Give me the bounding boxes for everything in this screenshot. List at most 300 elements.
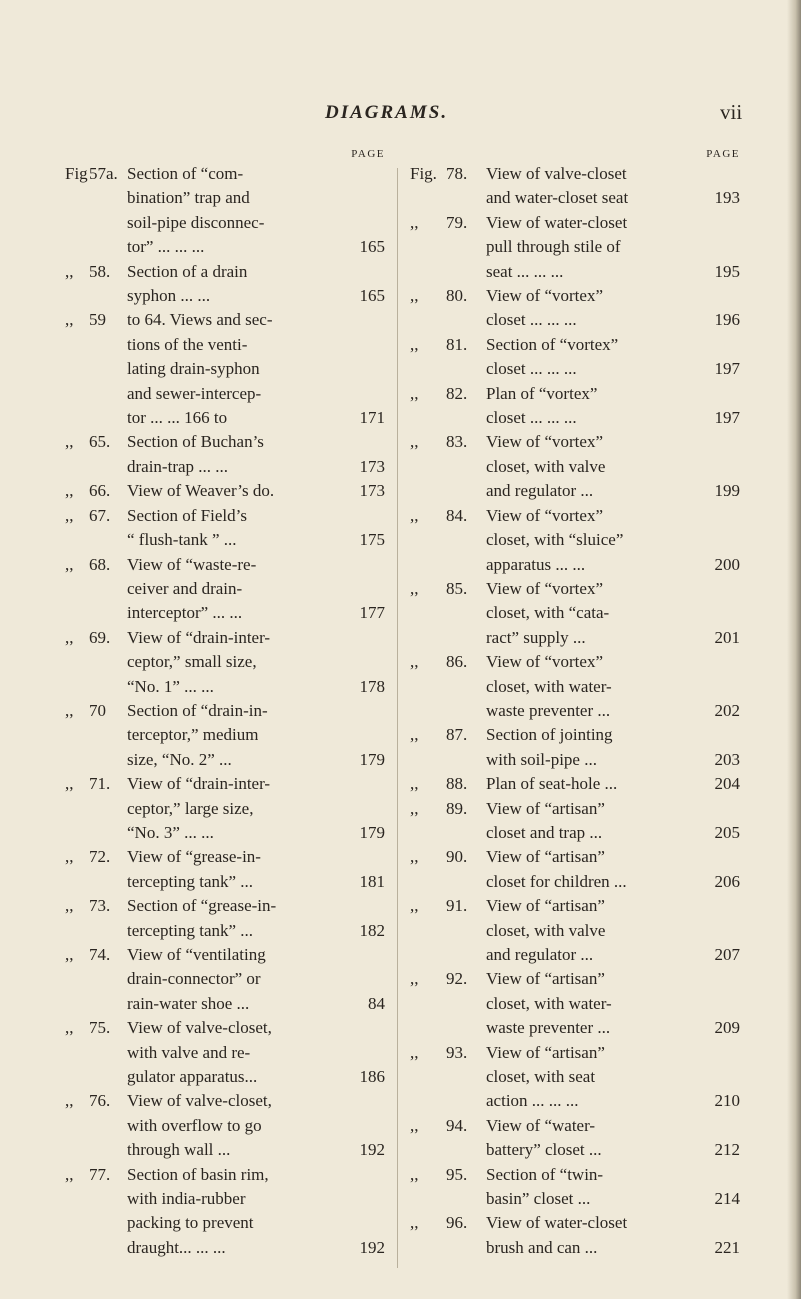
figure-entry (410, 650, 740, 723)
description-line (127, 1114, 385, 1138)
description-text: View of “artisan” (486, 798, 605, 818)
figure-number: 57a. (89, 164, 118, 183)
figure-prefix: ,, (65, 847, 74, 867)
description-text: closet, with seat (486, 1067, 596, 1087)
description-line (127, 675, 385, 699)
figure-entry (410, 504, 740, 577)
description-text: lating drain-syphon (127, 359, 260, 379)
description-line (486, 943, 740, 967)
description-text: closet, with valve (486, 456, 606, 476)
description-text: with india-rubber (127, 1189, 246, 1209)
figure-entry (410, 894, 740, 967)
page-reference: 196 (714, 310, 740, 330)
description-line (486, 992, 740, 1016)
description-line (486, 1065, 740, 1089)
figure-prefix: ,, (410, 334, 419, 354)
figure-entry (65, 553, 385, 626)
description-text: Section of basin rim, (127, 1164, 269, 1184)
description-text: View of “artisan” (486, 1042, 605, 1062)
description-text: Section of jointing (486, 725, 613, 745)
figure-entry (65, 162, 385, 260)
description-text: size, “No. 2” ... (127, 749, 232, 769)
description-line (127, 1187, 385, 1211)
figure-prefix: ,, (410, 1115, 419, 1135)
page-reference: 212 (714, 1140, 740, 1160)
figure-description (127, 162, 385, 260)
description-text: and water-closet seat (486, 188, 629, 208)
description-line (127, 797, 385, 821)
description-line (486, 430, 740, 454)
description-line (486, 1089, 740, 1113)
description-line (486, 528, 740, 552)
description-line (127, 553, 385, 577)
page-reference: 192 (359, 1237, 385, 1257)
figure-prefix: ,, (410, 774, 419, 794)
right-column (410, 146, 740, 1260)
figure-entry (65, 626, 385, 699)
figure-number: 82. (446, 383, 468, 403)
description-line (486, 577, 740, 601)
description-text: View of “vortex” (486, 286, 603, 306)
description-line (486, 333, 740, 357)
description-text: closet for children ... (486, 871, 627, 891)
figure-prefix: ,, (410, 725, 419, 745)
description-line (486, 308, 740, 332)
page-column-heading: PAGE (351, 148, 385, 160)
description-text: and regulator ... (486, 945, 594, 964)
page-reference: 202 (714, 700, 740, 720)
figure-prefix: ,, (65, 627, 74, 647)
figure-description (127, 430, 385, 479)
description-line (127, 967, 385, 991)
figure-prefix: ,, (65, 481, 74, 501)
description-line (127, 748, 385, 772)
figure-prefix: ,, (65, 505, 74, 525)
description-line (486, 967, 740, 991)
figure-prefix: Fig (65, 164, 88, 183)
page-reference: 197 (714, 359, 740, 379)
description-line (486, 479, 740, 503)
figure-entry (65, 1089, 385, 1162)
description-text: closet and trap ... (486, 822, 603, 842)
description-text: drain-connector” or (127, 969, 261, 989)
page-reference: 192 (359, 1140, 385, 1160)
figure-description (127, 894, 385, 943)
description-line (486, 235, 740, 259)
description-line (486, 1211, 740, 1235)
description-text: ceptor,” large size, (127, 798, 254, 818)
description-text: Section of Field’s (127, 505, 247, 525)
figure-number: 84. (446, 505, 468, 525)
figure-entry (65, 260, 385, 309)
figure-prefix: ,, (410, 505, 419, 525)
description-text: drain-trap ... ... (127, 456, 229, 476)
figure-entry (410, 1114, 740, 1163)
figure-prefix: ,, (410, 578, 419, 598)
figure-description (127, 1016, 385, 1089)
figure-description (486, 1211, 740, 1260)
description-text: battery” closet ... (486, 1140, 602, 1160)
page-reference: 178 (359, 676, 385, 696)
figure-prefix: ,, (65, 261, 74, 281)
description-line (486, 357, 740, 381)
figure-number: 65. (89, 432, 111, 452)
description-text: Section of “twin- (486, 1164, 604, 1184)
figure-entry (65, 479, 385, 503)
description-line (127, 186, 385, 210)
figure-description (486, 772, 740, 796)
description-line (127, 1211, 385, 1235)
description-line (486, 797, 740, 821)
figure-number: 94. (446, 1115, 468, 1135)
figure-number: 79. (446, 212, 468, 232)
description-line (127, 382, 385, 406)
figure-description (127, 772, 385, 845)
description-text: View of “artisan” (486, 969, 605, 989)
figure-description (486, 430, 740, 503)
description-text: View of “drain-inter- (127, 627, 271, 647)
description-line (127, 894, 385, 918)
figure-number: 96. (446, 1213, 468, 1233)
description-text: brush and can ... (486, 1237, 598, 1257)
description-text: View of “water- (486, 1115, 596, 1135)
description-text: closet ... ... ... (486, 359, 577, 379)
figure-prefix: Fig. (410, 164, 437, 183)
description-line (486, 1138, 740, 1162)
description-line (486, 1163, 740, 1187)
figure-number: 58. (89, 261, 111, 281)
figure-number: 68. (89, 554, 111, 574)
figure-entry (410, 772, 740, 796)
page-reference: 173 (359, 481, 385, 501)
figure-prefix: ,, (410, 383, 419, 403)
description-text: with soil-pipe ... (486, 749, 597, 769)
description-line (127, 1065, 385, 1089)
figure-number: 86. (446, 652, 468, 672)
description-text: View of “artisan” (486, 896, 605, 916)
description-text: closet, with “cata- (486, 603, 610, 623)
description-line (127, 919, 385, 943)
description-text: View of “vortex” (486, 432, 603, 452)
figure-entry (410, 967, 740, 1040)
description-text: action ... ... ... (486, 1091, 579, 1111)
description-text: View of Weaver’s do. (127, 481, 275, 501)
page-reference: 179 (359, 749, 385, 769)
figure-description (127, 1163, 385, 1261)
figure-number: 69. (89, 627, 111, 647)
figure-entry (410, 382, 740, 431)
description-line (127, 528, 385, 552)
description-text: Section of Buchan’s (127, 432, 264, 452)
description-line (127, 626, 385, 650)
figure-description (127, 479, 385, 503)
description-text: “No. 3” ... ... (127, 822, 214, 842)
description-line (127, 870, 385, 894)
description-text: tions of the venti- (127, 334, 248, 354)
figure-prefix: ,, (410, 798, 419, 818)
figure-description (127, 699, 385, 772)
description-line (486, 260, 740, 284)
figure-prefix: ,, (410, 969, 419, 989)
figure-prefix: ,, (410, 847, 419, 867)
figure-description (486, 162, 740, 211)
page-reference: 203 (714, 749, 740, 769)
figure-description (127, 845, 385, 894)
description-line (486, 1187, 740, 1211)
description-text: syphon ... ... (127, 286, 211, 306)
description-line (486, 553, 740, 577)
description-text: and sewer-intercep- (127, 383, 262, 403)
page-reference: 201 (714, 627, 740, 647)
description-line (127, 845, 385, 869)
figure-prefix: ,, (410, 432, 419, 452)
description-line (127, 943, 385, 967)
figure-prefix: ,, (410, 1213, 419, 1233)
description-text: draught... ... ... (127, 1237, 226, 1257)
description-text: tor” ... ... ... (127, 237, 205, 257)
description-line (486, 748, 740, 772)
page-reference: 165 (359, 286, 385, 306)
description-text: packing to prevent (127, 1213, 254, 1233)
description-text: closet, with water- (486, 676, 612, 696)
description-text: basin” closet ... (486, 1189, 591, 1209)
description-line (486, 406, 740, 430)
page-column-heading: PAGE (706, 148, 740, 160)
description-text: View of valve-closet, (127, 1018, 272, 1038)
description-line (127, 284, 385, 308)
left-column (65, 146, 385, 1260)
page-reference: 210 (714, 1091, 740, 1111)
description-text: ract” supply ... (486, 627, 586, 647)
page-reference: 186 (359, 1067, 385, 1087)
description-text: with valve and re- (127, 1042, 251, 1062)
figure-entry (410, 162, 740, 211)
figure-description (486, 1114, 740, 1163)
description-line (127, 772, 385, 796)
page-reference: 200 (714, 554, 740, 574)
figure-entry (65, 772, 385, 845)
description-text: View of “grease-in- (127, 847, 261, 867)
figure-description (486, 504, 740, 577)
description-text: seat ... ... ... (486, 261, 564, 281)
figure-entry (410, 577, 740, 650)
description-line (486, 1016, 740, 1040)
running-head (0, 98, 801, 128)
description-line (127, 650, 385, 674)
description-line (127, 357, 385, 381)
description-text: interceptor” ... ... (127, 603, 243, 623)
description-line (127, 211, 385, 235)
figure-description (127, 1089, 385, 1162)
figure-description (486, 284, 740, 333)
description-line (486, 723, 740, 747)
description-text: soil-pipe disconnec- (127, 212, 265, 232)
description-text: waste preventer ... (486, 1018, 611, 1038)
description-text: “No. 1” ... ... (127, 676, 214, 696)
description-line (486, 1236, 740, 1260)
figure-description (486, 1163, 740, 1212)
figure-number: 89. (446, 798, 468, 818)
figure-description (127, 308, 385, 430)
page-reference: 209 (714, 1018, 740, 1038)
page-reference: 199 (714, 481, 740, 501)
description-text: Section of “vortex” (486, 334, 619, 354)
page-reference: 221 (714, 1237, 740, 1257)
description-line (486, 211, 740, 235)
figure-prefix: ,, (65, 896, 74, 916)
description-line (127, 577, 385, 601)
figure-number: 59 (89, 310, 106, 330)
description-line (127, 235, 385, 259)
figure-prefix: ,, (65, 1164, 74, 1184)
figure-description (127, 260, 385, 309)
figure-description (127, 553, 385, 626)
description-text: ceiver and drain- (127, 578, 243, 598)
description-text: tercepting tank” ... (127, 871, 254, 891)
figure-entry (65, 943, 385, 1016)
page-number: vii (720, 100, 743, 124)
description-line (486, 699, 740, 723)
description-line (486, 162, 740, 186)
description-text: closet, with “sluice” (486, 530, 624, 550)
description-text: View of water-closet (486, 1213, 628, 1233)
description-line (127, 430, 385, 454)
description-text: and regulator ... (486, 481, 594, 501)
page-reference: 173 (359, 456, 385, 476)
figure-prefix: ,, (65, 432, 74, 452)
description-text: with overflow to go (127, 1115, 262, 1135)
description-line (486, 870, 740, 894)
description-text: to 64. Views and sec- (127, 310, 273, 330)
description-line (127, 1041, 385, 1065)
figure-description (486, 723, 740, 772)
figure-entry (410, 845, 740, 894)
figure-entry (65, 845, 385, 894)
description-line (486, 894, 740, 918)
description-text: “ flush-tank ” ... (127, 530, 237, 550)
description-text: closet ... ... ... (486, 310, 577, 330)
figure-description (486, 333, 740, 382)
description-text: View of “vortex” (486, 505, 603, 525)
description-line (127, 992, 385, 1016)
column-divider (397, 168, 398, 1268)
description-line (127, 479, 385, 503)
figure-prefix: ,, (65, 700, 74, 720)
figure-number: 93. (446, 1042, 468, 1062)
running-title: DIAGRAMS. (325, 102, 449, 123)
figure-number: 66. (89, 481, 111, 501)
figure-prefix: ,, (65, 554, 74, 574)
figure-description (486, 797, 740, 846)
description-text: terceptor,” medium (127, 725, 259, 745)
description-text: pull through stile of (486, 237, 621, 257)
page-edge-shadow (787, 0, 801, 1299)
figure-entry (410, 797, 740, 846)
figure-number: 88. (446, 774, 468, 794)
description-line (486, 284, 740, 308)
figure-entry (65, 1163, 385, 1261)
description-line (486, 821, 740, 845)
figure-prefix: ,, (410, 212, 419, 232)
figure-number: 95. (446, 1164, 468, 1184)
description-line (486, 626, 740, 650)
figure-description (486, 845, 740, 894)
description-text: through wall ... (127, 1140, 231, 1160)
page-reference: 171 (359, 408, 385, 428)
description-line (486, 601, 740, 625)
figure-prefix: ,, (410, 652, 419, 672)
figure-number: 77. (89, 1164, 111, 1184)
figure-number: 67. (89, 505, 111, 525)
description-line (486, 675, 740, 699)
page-reference: 182 (359, 920, 385, 940)
description-text: ceptor,” small size, (127, 652, 257, 672)
figure-prefix: ,, (65, 1018, 74, 1038)
page-reference: 204 (714, 774, 740, 794)
figure-description (486, 650, 740, 723)
description-line (127, 1163, 385, 1187)
page-reference: 207 (714, 945, 740, 964)
figure-entry (65, 504, 385, 553)
page-reference: 84 (368, 993, 385, 1013)
figure-entry (410, 284, 740, 333)
figure-entry (410, 723, 740, 772)
description-line (127, 260, 385, 284)
description-line (486, 919, 740, 943)
figure-number: 73. (89, 896, 111, 916)
figure-entry (65, 699, 385, 772)
figure-prefix: ,, (65, 945, 74, 964)
description-text: View of “vortex” (486, 652, 603, 672)
figure-description (127, 626, 385, 699)
description-line (127, 333, 385, 357)
description-line (127, 455, 385, 479)
figure-number: 70 (89, 700, 106, 720)
page-reference: 205 (714, 822, 740, 842)
description-text: closet ... ... ... (486, 408, 577, 428)
description-line (127, 162, 385, 186)
figure-entry (65, 1016, 385, 1089)
figure-number: 85. (446, 578, 468, 598)
description-text: tor ... ... 166 to (127, 408, 228, 428)
figure-description (486, 1041, 740, 1114)
description-text: waste preventer ... (486, 700, 611, 720)
description-line (486, 455, 740, 479)
figure-number: 90. (446, 847, 468, 867)
figure-prefix: ,, (410, 1164, 419, 1184)
description-line (127, 723, 385, 747)
description-line (486, 186, 740, 210)
description-text: Section of a drain (127, 261, 248, 281)
figure-prefix: ,, (65, 310, 74, 330)
figure-number: 72. (89, 847, 111, 867)
description-line (486, 845, 740, 869)
description-text: rain-water shoe ... (127, 993, 250, 1013)
figure-number: 71. (89, 774, 111, 794)
description-line (486, 1041, 740, 1065)
description-line (486, 772, 740, 796)
figure-prefix: ,, (410, 896, 419, 916)
figure-number: 92. (446, 969, 468, 989)
description-line (127, 1138, 385, 1162)
page-reference: 214 (714, 1189, 740, 1209)
description-text: Section of “grease-in- (127, 896, 277, 916)
page-reference: 175 (359, 530, 385, 550)
description-text: tercepting tank” ... (127, 920, 254, 940)
figure-prefix: ,, (410, 1042, 419, 1062)
description-text: View of water-closet (486, 212, 628, 232)
description-line (127, 1236, 385, 1260)
